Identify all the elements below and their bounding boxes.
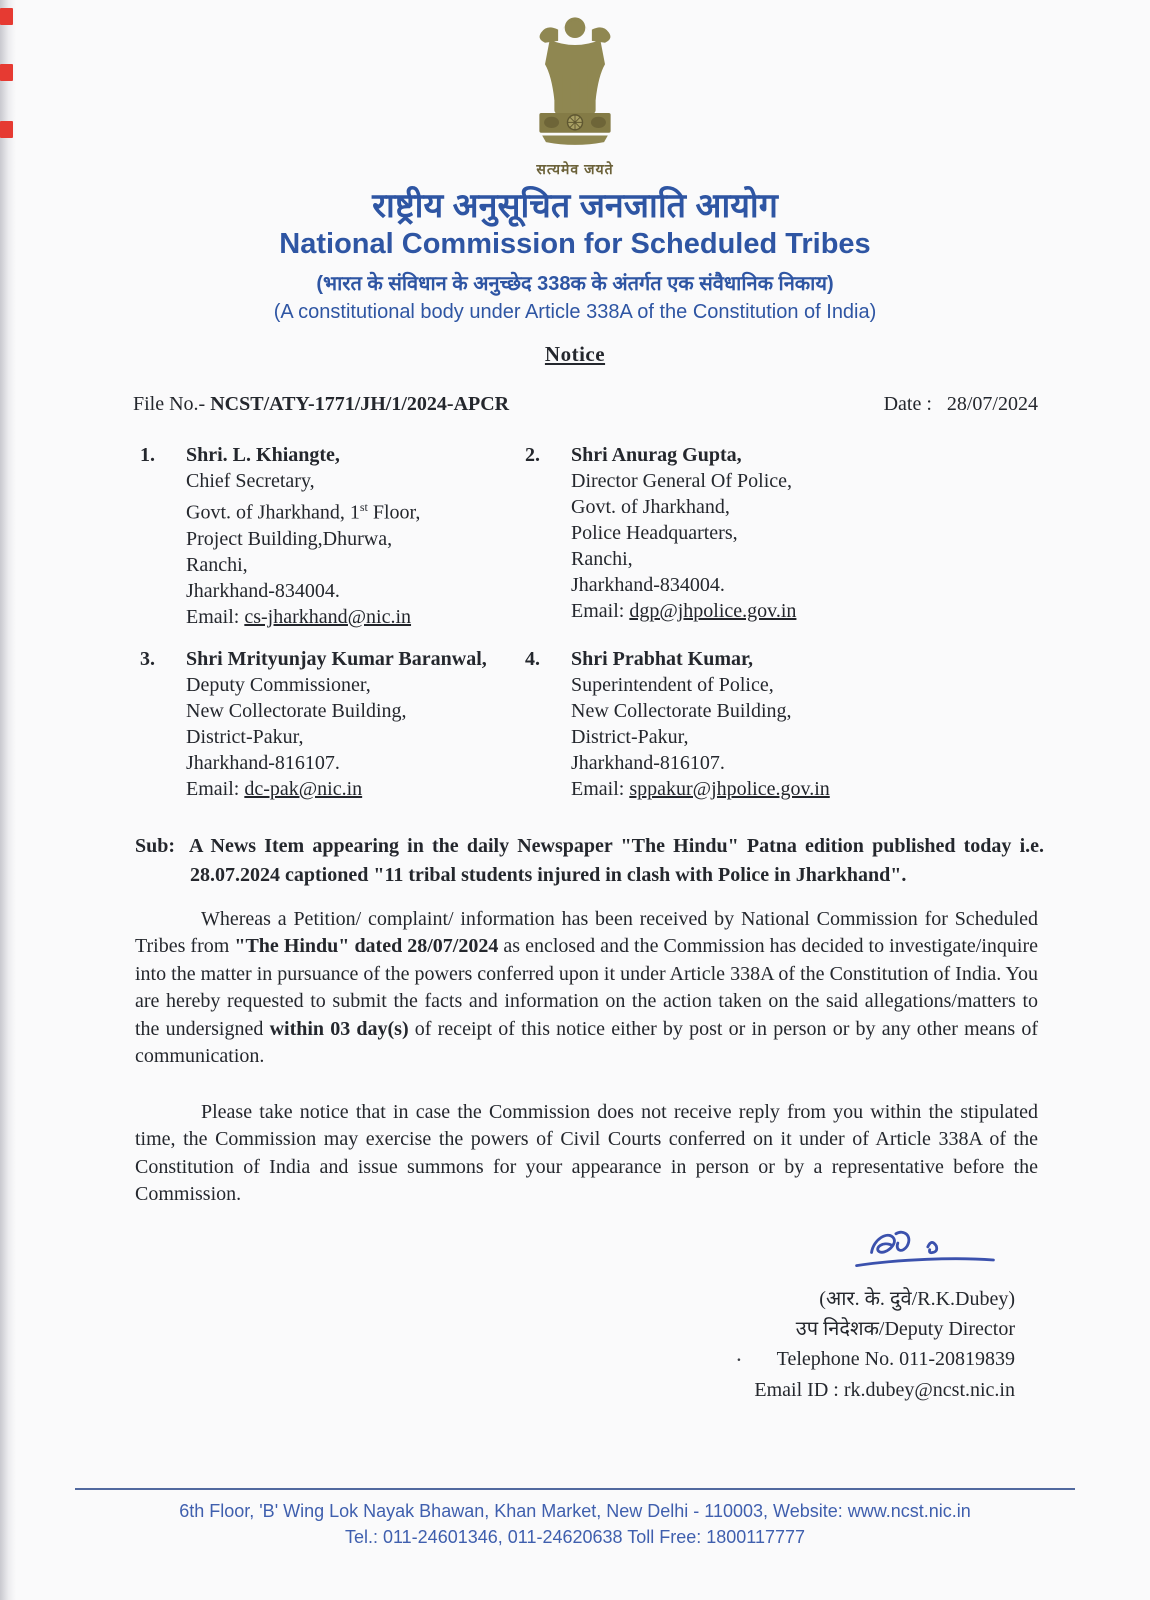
- addressee-email: [186, 776, 525, 802]
- addressee-item: [525, 442, 1050, 630]
- addressee-line: Jharkhand-834004.: [186, 579, 340, 602]
- addressee-email-link[interactable]: dc-pak@nic.in: [244, 777, 363, 800]
- footer: [0, 1488, 1150, 1549]
- addressee-name: Shri. L. Khiangte,: [186, 444, 340, 466]
- addressee-email: [186, 604, 525, 630]
- signatory-designation: उप निदेशक/Deputy Director: [795, 1317, 1015, 1340]
- addressee-email-label: Email:: [571, 600, 630, 622]
- addressee-line: Jharkhand-834004.: [571, 574, 725, 596]
- date-value: 28/07/2024: [946, 393, 1038, 415]
- addressee-email-label: Email:: [186, 605, 245, 628]
- addressee-item: [140, 442, 525, 630]
- addressee-line: District-Pakur,: [186, 725, 304, 748]
- signatory-phone: [0, 1344, 1015, 1375]
- text-run: of receipt of this notice either by post or in person or by any other means of communication.: [135, 1017, 1039, 1068]
- text-run: Please take notice that in case the Commission does not receive reply from you within the stipulated time, the Commission may exercise the powers of Civil Courts conferred on it under of Article 338A of the Constitution of India and issue summons for your appearance in person or by a representative before the Commission.: [135, 1100, 1038, 1206]
- text-run: as enclosed and the Commission has decided to investigate/inquire into the matter in pursuance of the powers conferred upon it under Article 338A of the Constitution of India. You are hereby requested to submit the facts and information on the action taken on the said allegations/matters to the undersigned: [135, 935, 1038, 1040]
- addressee-email-link[interactable]: sppakur@jhpolice.gov.in: [629, 777, 830, 800]
- addressee-line: New Collectorate Building,: [186, 699, 407, 722]
- addressee-line: Govt. of Jharkhand,: [571, 496, 730, 518]
- footer-divider: [75, 1488, 1075, 1490]
- subject-block: [135, 832, 1044, 890]
- addressee-email-label: Email:: [571, 777, 630, 800]
- footer-address: 6th Floor, 'B' Wing Lok Nayak Bhawan, Khan Market, New Delhi - 110003, Website: www.ncst.nic.in: [179, 1501, 971, 1521]
- addressee-item: [140, 646, 525, 802]
- addressee-line: Ranchi,: [571, 548, 633, 570]
- subject-label: Sub:: [135, 834, 176, 857]
- addressee-name: Shri Anurag Gupta,: [571, 444, 742, 466]
- addressee-line: Govt. of Jharkhand, 1st Floor,: [186, 500, 421, 524]
- signatory-phone-text: Telephone No. 011-20819839: [776, 1347, 1015, 1370]
- addressee-number: 1.: [140, 444, 155, 466]
- emblem-of-india-icon: [514, 8, 636, 158]
- addressee-line: Police Headquarters,: [571, 522, 738, 544]
- body-paragraph-1: [135, 906, 1038, 1071]
- file-number: [133, 393, 509, 416]
- text-run: Whereas a Petition/ complaint/ information has been received by National Commission for Scheduled Tribes from: [135, 907, 1038, 958]
- addressee-line: New Collectorate Building,: [571, 699, 792, 722]
- addressee-line: District-Pakur,: [571, 725, 689, 748]
- body-paragraph-2: [135, 1099, 1038, 1209]
- addressee-list: [140, 442, 1050, 802]
- addressee-email: [571, 598, 1050, 624]
- addressee-number: 2.: [525, 444, 540, 466]
- addressee-line: Jharkhand-816107.: [571, 751, 725, 774]
- notice-date: [884, 393, 1038, 416]
- subject-text: A News Item appearing in the daily Newspaper "The Hindu" Patna edition published today i.e. 28.07.2024 captioned "11 tribal students injured in clash with Police in Jharkhand".: [189, 834, 1044, 886]
- red-edge-mark: [0, 64, 13, 81]
- org-title-hindi: राष्ट्रीय अनुसूचित जनजाति आयोग: [372, 187, 778, 225]
- addressee-line: Ranchi,: [186, 553, 248, 576]
- addressee-item: [525, 646, 1050, 802]
- addressee-line: Superintendent of Police,: [571, 673, 774, 696]
- bold-run: within 03 day(s): [269, 1017, 409, 1040]
- footer-phone: Tel.: 011-24601346, 011-24620638 Toll Free: 1800117777: [344, 1527, 806, 1547]
- addressee-name: Shri Mrityunjay Kumar Baranwal,: [186, 647, 487, 670]
- bold-run: "The Hindu" dated 28/07/2024: [234, 935, 499, 958]
- addressee-line: Director General Of Police,: [571, 470, 793, 492]
- addressee-line: Project Building,Dhurwa,: [186, 527, 393, 550]
- addressee-email-label: Email:: [186, 777, 245, 800]
- addressee-number: 3.: [140, 647, 155, 670]
- addressee-line: Deputy Commissioner,: [186, 673, 371, 696]
- org-title-english: National Commission for Scheduled Tribes: [279, 228, 871, 260]
- addressee-line: Jharkhand-816107.: [186, 751, 340, 774]
- letterhead: [0, 0, 1150, 324]
- addressee-email-link[interactable]: dgp@jhpolice.gov.in: [629, 600, 797, 622]
- file-number-label: File No.-: [133, 393, 206, 415]
- file-and-date-row: [133, 393, 1038, 416]
- red-edge-mark: [0, 121, 13, 138]
- org-subtitle-english: (A constitutional body under Article 338A of the Constitution of India): [273, 301, 877, 323]
- handwritten-signature: [845, 1215, 1005, 1275]
- emblem-motto: सत्यमेव जयते: [536, 161, 614, 177]
- org-subtitle-hindi: (भारत के संविधान के अनुच्छेद 338क के अंतर्गत एक संवैधानिक निकाय): [316, 273, 834, 295]
- notice-heading: Notice: [544, 342, 606, 366]
- signatory-name: (आर. के. दुवे/R.K.Dubey): [819, 1287, 1015, 1310]
- signatory-email: Email ID : rk.dubey@ncst.nic.in: [754, 1379, 1015, 1402]
- addressee-line: Chief Secretary,: [186, 470, 315, 492]
- red-edge-mark: [0, 8, 13, 25]
- date-label: Date :: [883, 393, 932, 415]
- signature-block: [0, 1215, 1150, 1405]
- addressee-email-link[interactable]: cs-jharkhand@nic.in: [244, 605, 412, 628]
- addressee-email: [571, 776, 1050, 802]
- addressee-number: 4.: [525, 647, 540, 670]
- stray-ink-mark: ·: [735, 1347, 743, 1373]
- file-number-value: NCST/ATY-1771/JH/1/2024-APCR: [210, 393, 510, 415]
- addressee-name: Shri Prabhat Kumar,: [571, 647, 754, 670]
